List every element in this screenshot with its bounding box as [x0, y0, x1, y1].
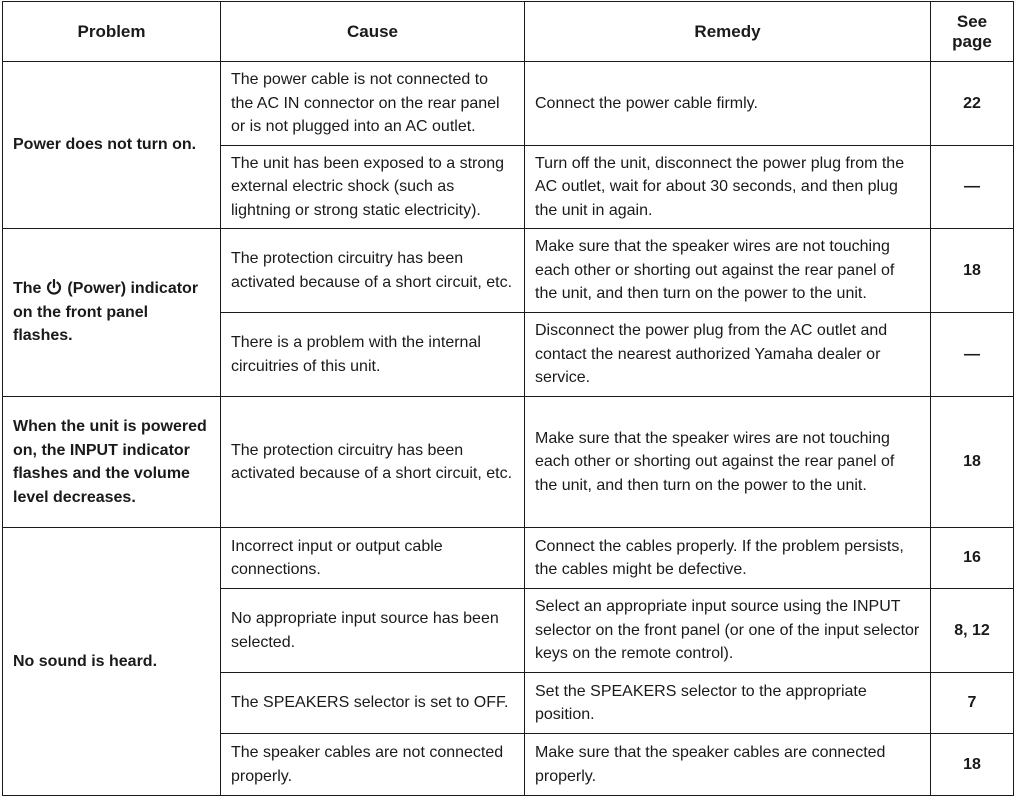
problem-cell: When the unit is powered on, the INPUT indicator flashes and the volume level decreases.	[3, 397, 221, 528]
problem-cell: No sound is heard.	[3, 528, 221, 796]
remedy-cell: Make sure that the speaker cables are connected properly.	[525, 734, 931, 796]
cause-cell: The speaker cables are not connected properly.	[221, 734, 525, 796]
cause-cell: The protection circuitry has been activated because of a short circuit, etc.	[221, 229, 525, 313]
header-see-page-line2: page	[952, 31, 992, 51]
remedy-cell: Disconnect the power plug from the AC outlet and contact the nearest authorized Yamaha dealer or service.	[525, 313, 931, 397]
remedy-cell: Make sure that the speaker wires are not touching each other or shorting out against the rear panel of the unit, and then turn on the power to the unit.	[525, 229, 931, 313]
problem-cell: Power does not turn on.	[3, 62, 221, 229]
remedy-cell: Set the SPEAKERS selector to the appropriate position.	[525, 673, 931, 734]
page-cell: 22	[931, 62, 1014, 146]
power-icon	[46, 279, 62, 295]
cause-cell: The SPEAKERS selector is set to OFF.	[221, 673, 525, 734]
problem-cell	[3, 229, 221, 397]
cause-cell: No appropriate input source has been selected.	[221, 589, 525, 673]
page-cell: 18	[931, 734, 1014, 796]
remedy-cell: Make sure that the speaker wires are not touching each other or shorting out against the rear panel of the unit, and then turn on the power to the unit.	[525, 397, 931, 528]
header-see-page-line1: See	[956, 11, 988, 31]
problem-text-pre: The	[13, 280, 42, 298]
page-cell: 18	[931, 229, 1014, 313]
header-cause: Cause	[221, 2, 525, 62]
table-row	[3, 62, 1014, 146]
remedy-cell: Select an appropriate input source using the INPUT selector on the front panel (or one of the input selector keys on the remote control).	[525, 589, 931, 673]
page-cell: —	[931, 313, 1014, 397]
cause-cell: The power cable is not connected to the AC IN connector on the rear panel or is not plugged into an AC outlet.	[221, 62, 525, 146]
remedy-cell: Turn off the unit, disconnect the power plug from the AC outlet, wait for about 30 seconds, and then plug the unit in again.	[525, 146, 931, 229]
cause-cell: There is a problem with the internal circuitries of this unit.	[221, 313, 525, 397]
remedy-cell: Connect the power cable firmly.	[525, 62, 931, 146]
table-row	[3, 229, 1014, 313]
page-cell: 8, 12	[931, 589, 1014, 673]
page-cell: 16	[931, 528, 1014, 589]
header-row	[3, 2, 1014, 62]
remedy-cell: Connect the cables properly. If the problem persists, the cables might be defective.	[525, 528, 931, 589]
table-row	[3, 397, 1014, 528]
header-remedy: Remedy	[525, 2, 931, 62]
problem-text-post: (Power) indicator on the front panel flashes.	[13, 280, 199, 345]
page-cell: 18	[931, 397, 1014, 528]
cause-cell: Incorrect input or output cable connections.	[221, 528, 525, 589]
cause-cell: The unit has been exposed to a strong external electric shock (such as lightning or strong static electricity).	[221, 146, 525, 229]
table-row	[3, 528, 1014, 589]
troubleshooting-table	[2, 1, 1014, 796]
cause-cell: The protection circuitry has been activated because of a short circuit, etc.	[221, 397, 525, 528]
header-problem: Problem	[3, 2, 221, 62]
page-cell: —	[931, 146, 1014, 229]
header-see-page	[931, 2, 1014, 62]
page-cell: 7	[931, 673, 1014, 734]
